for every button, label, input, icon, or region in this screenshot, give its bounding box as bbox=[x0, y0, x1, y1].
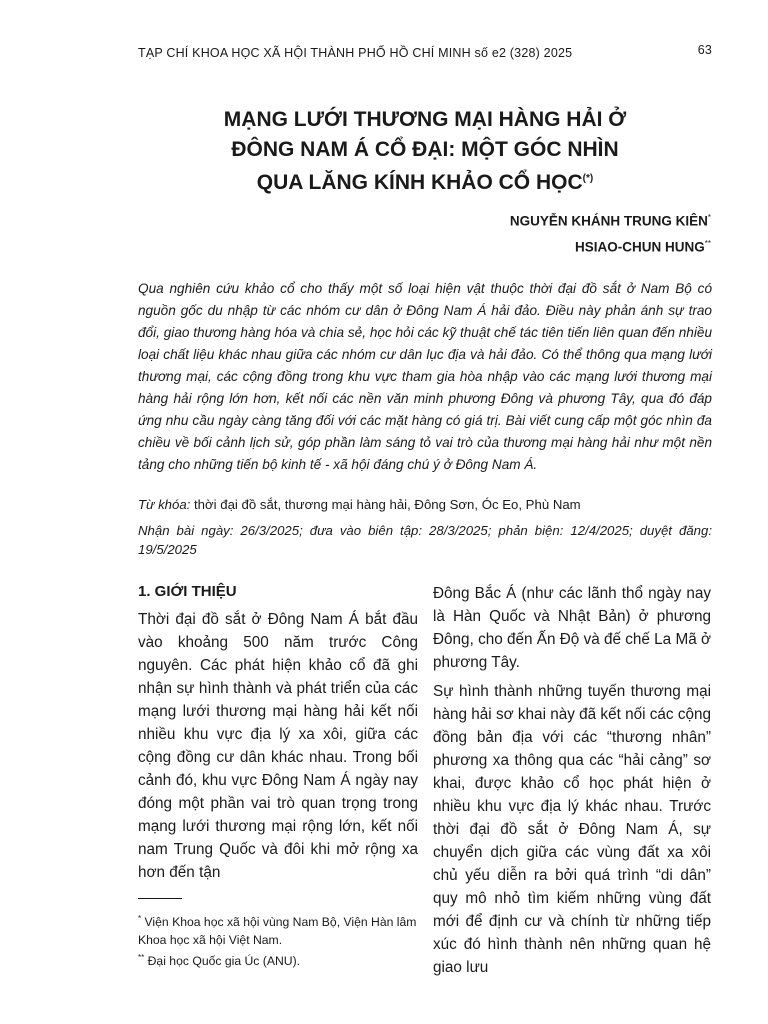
running-header bbox=[138, 43, 712, 65]
author-name: HSIAO-CHUN HUNG bbox=[575, 239, 705, 254]
section-heading: 1. GIỚI THIỆU bbox=[138, 583, 237, 600]
keywords-label: Từ khóa: bbox=[138, 497, 191, 512]
footnote bbox=[138, 910, 418, 949]
footnote-text: Đại học Quốc gia Úc (ANU). bbox=[147, 954, 301, 969]
title-line-1: MẠNG LƯỚI THƯƠNG MẠI HÀNG HẢI Ở bbox=[223, 108, 627, 131]
keywords-text: thời đại đồ sắt, thương mại hàng hải, Đông Sơn, Óc Eo, Phù Nam bbox=[194, 497, 581, 512]
title-line-3-text: QUA LĂNG KÍNH KHẢO CỔ HỌC bbox=[256, 171, 583, 194]
keywords bbox=[138, 495, 712, 515]
body-paragraph: Thời đại đồ sắt ở Đông Nam Á bắt đầu vào khoảng 500 năm trước Công nguyên. Các phát hiện khảo cổ đã ghi nhận sự hình thành và phát triển của các mạng lưới thương mại hàng hải kết nối nhiều khu vực địa lý xa xôi, giữa các cộng đồng cư dân khác nhau. Trong bối cảnh đó, khu vực Đông Nam Á ngày nay đóng một phần vai trò quan trọng trong mạng lưới thương mại rộng lớn, kết nối nam Trung Quốc và đôi khi mở rộng xa hơn đến tận bbox=[138, 611, 418, 881]
article-title bbox=[138, 105, 712, 198]
author-mark: * bbox=[707, 213, 711, 222]
title-line-2: ĐÔNG NAM Á CỔ ĐẠI: MỘT GÓC NHÌN bbox=[231, 137, 619, 161]
footnote-text: Viện Khoa học xã hội vùng Nam Bộ, Viện Hàn lâm Khoa học xã hội Việt Nam. bbox=[138, 915, 417, 948]
body-paragraph: Sự hình thành những tuyến thương mại hàng hải sơ khai này đã kết nối các cộng đồng bản địa với các “thương nhân” phương xa thông qua các “hải cảng” sơ khai, được khảo cổ học phát hiện ở nhiều khu vực địa lý khác nhau. Trước thời đại đồ sắt ở Đông Nam Á, sự chuyển dịch giữa các vùng đất xa xôi chủ yếu diễn ra bởi quá trình “di dân” quy mô nhỏ tìm kiếm những vùng đất mới để định cư và chính từ những tiếp xúc đó hình thành nên những quan hệ giao lưu bbox=[433, 683, 711, 976]
submission-dates: Nhận bài ngày: 26/3/2025; đưa vào biên tập: 28/3/2025; phản biện: 12/4/2025; duyệt đăng: 19/5/2025 bbox=[138, 523, 712, 557]
footnote bbox=[138, 949, 418, 970]
author bbox=[510, 233, 711, 259]
author bbox=[510, 207, 711, 233]
title-note-mark: (*) bbox=[582, 173, 594, 184]
body-paragraph: Đông Bắc Á (như các lãnh thổ ngày nay là Hàn Quốc và Nhật Bản) ở phương Đông, cho đến Ấn Độ và đế chế La Mã ở phương Tây. bbox=[433, 585, 711, 671]
abstract: Qua nghiên cứu khảo cổ cho thấy một số loại hiện vật thuộc thời đại đồ sắt ở Nam Bộ có nguồn gốc du nhập từ các nhóm cư dân ở Đông Nam Á hải đảo. Điều này phản ánh sự trao đổi, giao thương hàng hóa và chia sẻ, học hỏi các kỹ thuật chế tác tiên tiến liên quan đến nhiều loại chất liệu khác nhau giữa các nhóm cư dân lục địa và hải đảo. Có thể thông qua mạng lưới thương mại, các cộng đồng trong khu vực tham gia hòa nhập vào các mạng lưới thương mại hàng hải rộng lớn hơn, kết nối các nền văn minh phương Đông và phương Tây, qua đó đáp ứng nhu cầu ngày càng tăng đối với các mặt hàng có giá trị. Bài viết cung cấp một góc nhìn đa chiều về bối cảnh lịch sử, góp phần làm sáng tỏ vai trò của thương mại hàng hải như một nền tảng cho những tiến bộ kinh tế - xã hội đáng chú ý ở Đông Nam Á. bbox=[138, 281, 712, 472]
body-column-right bbox=[433, 582, 711, 985]
page-number: 63 bbox=[697, 43, 712, 57]
author-mark: ** bbox=[704, 238, 711, 248]
title-line-3 bbox=[138, 164, 712, 198]
author-list bbox=[510, 207, 711, 258]
footnotes bbox=[138, 910, 418, 970]
author-name: NGUYỄN KHÁNH TRUNG KIÊN bbox=[509, 213, 708, 229]
footnote-divider bbox=[138, 898, 182, 899]
footnote-mark: * bbox=[138, 914, 142, 923]
journal-title: TẠP CHÍ KHOA HỌC XÃ HỘI THÀNH PHỐ HỒ CHÍ MINH số e2 (328) 2025 bbox=[138, 46, 573, 60]
body-column-left bbox=[138, 582, 418, 890]
footnote-mark: ** bbox=[138, 953, 145, 963]
